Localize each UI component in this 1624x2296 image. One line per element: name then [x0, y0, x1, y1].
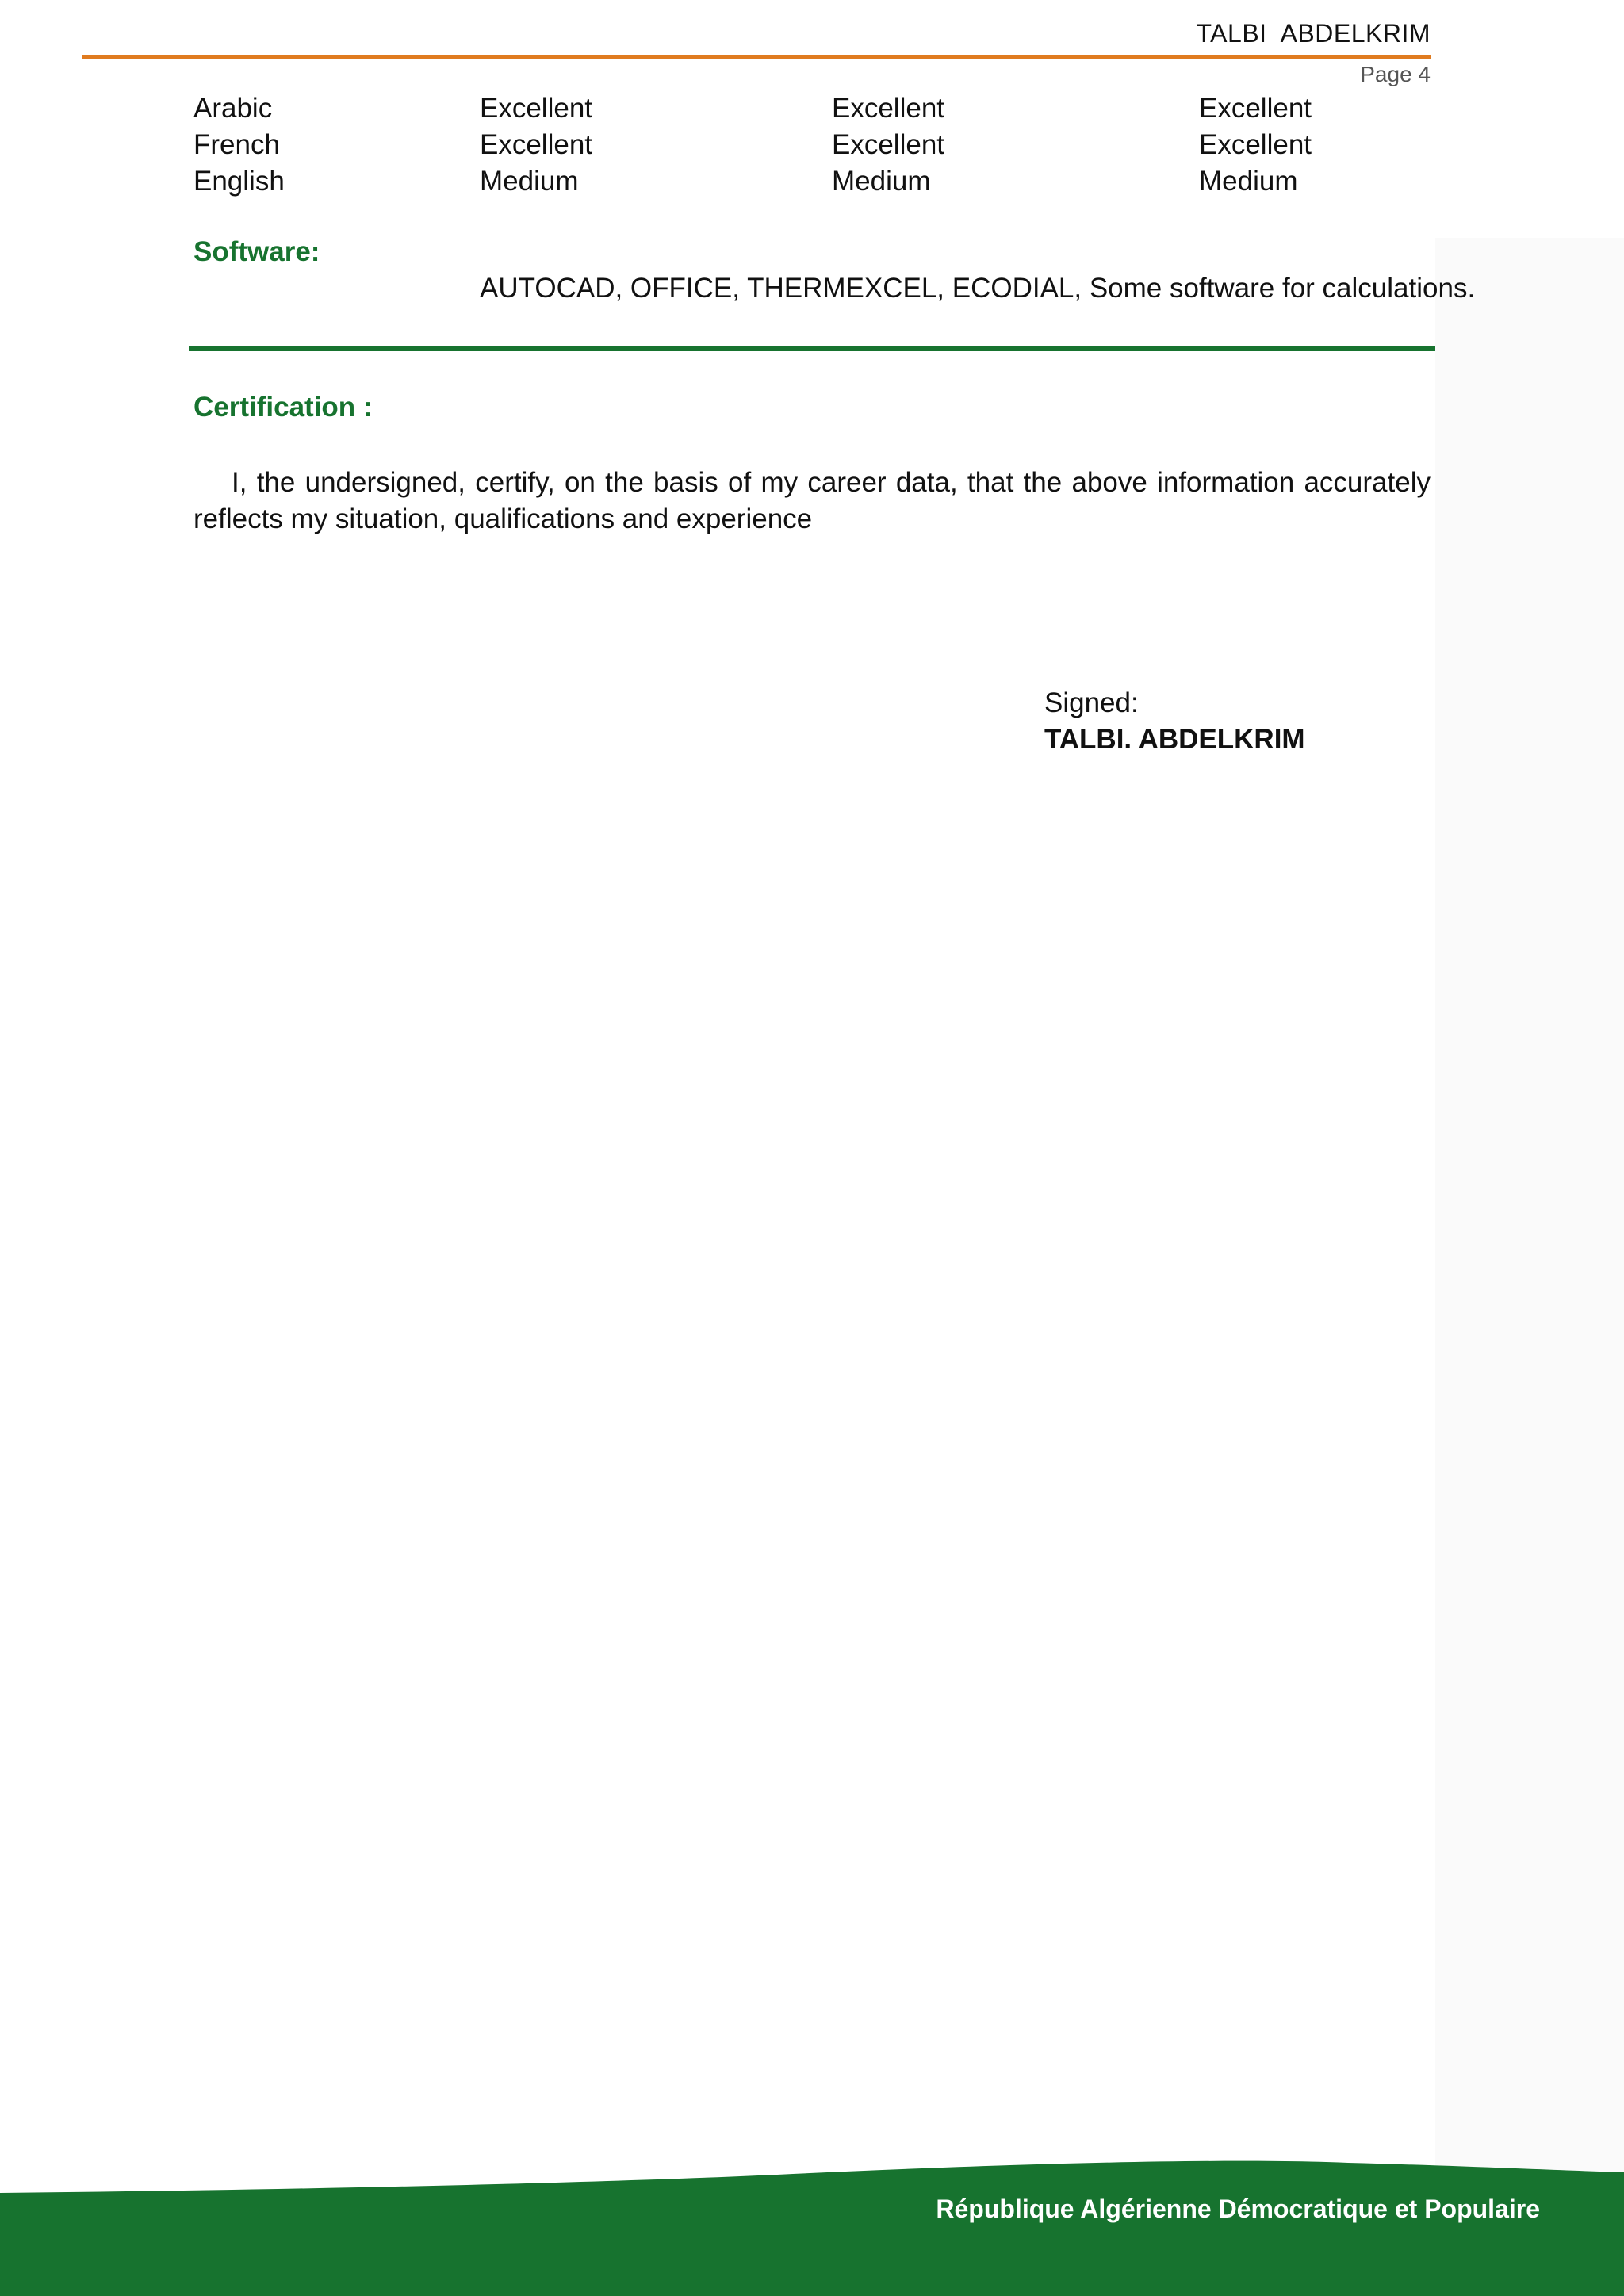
section-divider	[189, 346, 1435, 351]
header-divider	[82, 55, 1431, 59]
certification-heading: Certification :	[193, 392, 373, 423]
software-heading: Software:	[193, 236, 320, 267]
header-name: TALBI ABDELKRIM	[1196, 19, 1431, 48]
certification-statement: I, the undersigned, certify, on the basis of my career data, that the above information accurately reflects my situation, qualifications and experience	[193, 467, 1431, 534]
language-level: Excellent	[480, 93, 593, 124]
language-name: English	[193, 166, 285, 197]
language-name: French	[193, 129, 280, 160]
language-level: Medium	[1199, 166, 1298, 197]
language-row	[193, 127, 1431, 163]
signed-name: TALBI. ABDELKRIM	[1044, 724, 1305, 755]
page-shade	[1435, 238, 1624, 2180]
page-number: Page 4	[1360, 62, 1431, 86]
language-level: Excellent	[480, 129, 593, 160]
language-level: Medium	[832, 166, 931, 197]
signed-label: Signed:	[1044, 687, 1139, 718]
language-level: Excellent	[1199, 129, 1312, 160]
footer-title: République Algérienne Démocratique et Populaire	[936, 2195, 1540, 2223]
languages-table	[193, 90, 1431, 200]
language-row	[193, 163, 1431, 200]
language-level: Excellent	[832, 129, 945, 160]
language-level: Excellent	[832, 93, 945, 124]
footer-wave	[0, 2161, 1624, 2296]
language-row	[193, 90, 1431, 127]
software-list: AUTOCAD, OFFICE, THERMEXCEL, ECODIAL, Some software for calculations.	[480, 273, 1476, 304]
language-level: Medium	[480, 166, 579, 197]
language-level: Excellent	[1199, 93, 1312, 124]
signature-block	[1044, 685, 1305, 758]
language-name: Arabic	[193, 93, 273, 124]
